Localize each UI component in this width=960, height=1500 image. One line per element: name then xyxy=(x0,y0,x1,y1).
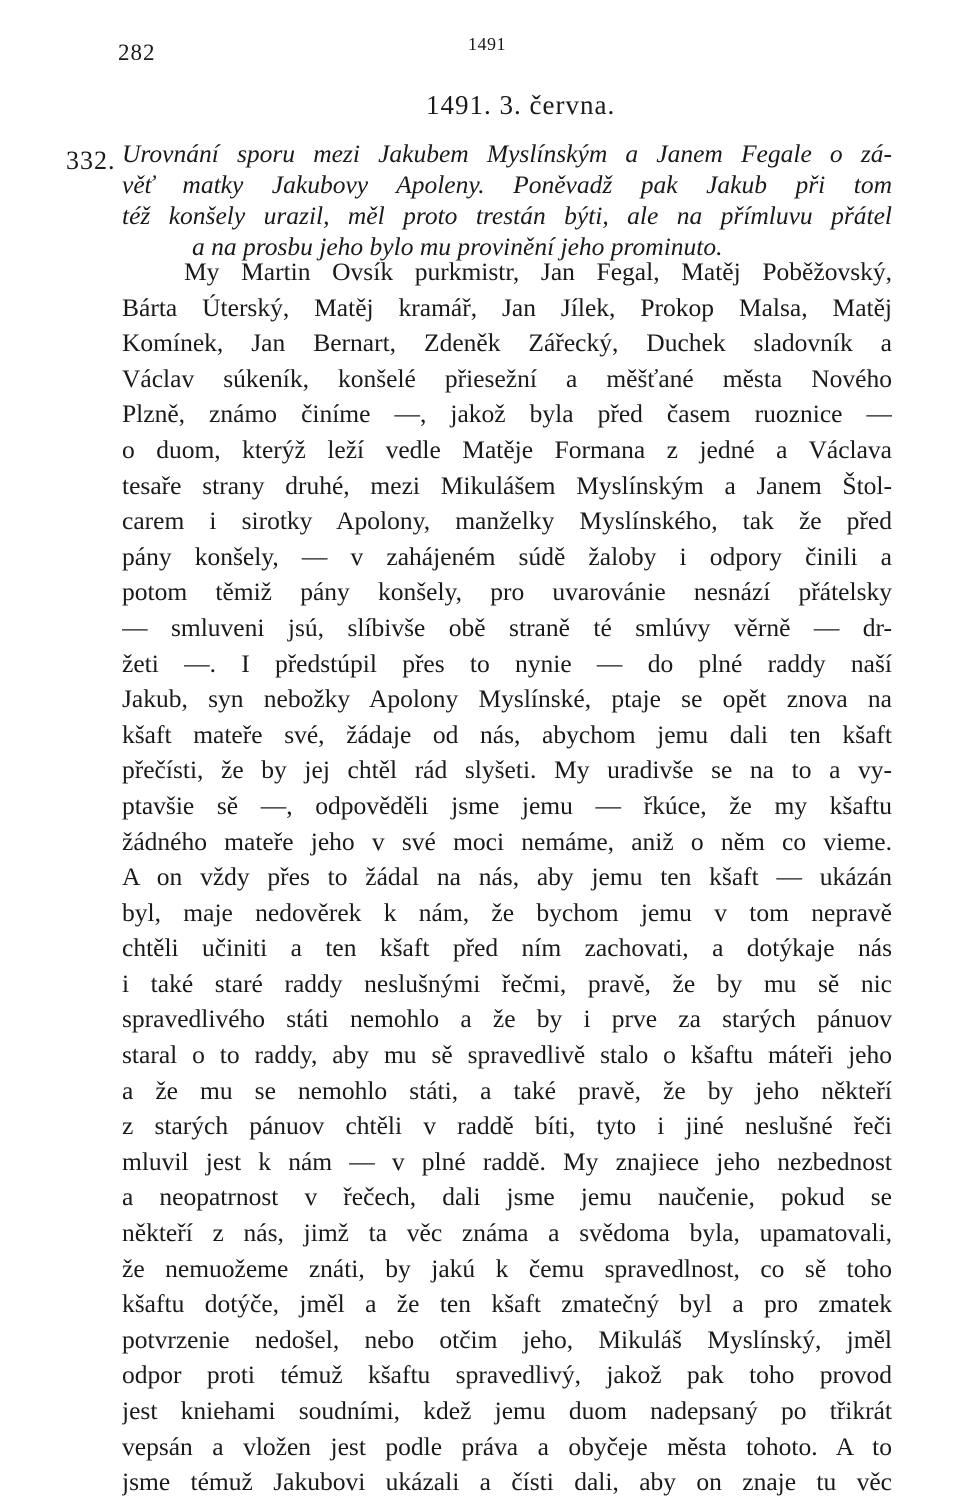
text-line: chtěli učiniti a ten kšaft před ním zachovati, a dotýkaje nás xyxy=(122,933,892,963)
text-line: staral o to raddy, aby mu sě spravedlivě stalo o kšaftu máteři jeho xyxy=(122,1040,892,1070)
text-line: Plzně, známo činíme —, jakož byla před časem ruoznice — xyxy=(122,399,892,429)
text-line: jsme témuž Jakubovi ukázali a čísti dali, aby on znaje tu věc xyxy=(122,1467,892,1497)
text-line: Jakub, syn nebožky Apolony Myslínské, ptaje se opět znova na xyxy=(122,684,892,714)
text-line: že nemuožeme znáti, by jakú k čemu spravedlnost, co sě toho xyxy=(122,1253,892,1283)
text-line: z starých pánuov chtěli v raddě bíti, tyto i jiné neslušné řeči xyxy=(122,1111,892,1141)
text-line: i také staré raddy neslušnými řečmi, pravě, že by mu sě nic xyxy=(122,968,892,998)
text-line: kšaft mateře své, žádaje od nás, abychom jemu dali ten kšaft xyxy=(122,719,892,749)
regest-line: též konšely urazil, měl proto trestán býti, ale na přímluvu přátel xyxy=(122,201,892,230)
text-line: a neopatrnost v řečech, dali jsme jemu naučenie, pokud se xyxy=(122,1182,892,1212)
text-line: A on vždy přes to žádal na nás, aby jemu ten kšaft — ukázán xyxy=(122,862,892,892)
text-line: a že mu se nemohlo státi, a také pravě, že by jeho někteří xyxy=(122,1075,892,1105)
regest-line: Urovnání sporu mezi Jakubem Myslínským a Janem Fegale o zá- xyxy=(122,139,892,168)
text-line: jest kniehami soudními, kdež jemu duom nadepsaný po třikrát xyxy=(122,1396,892,1425)
regest-line: a na prosbu jeho bylo mu provinění jeho prominuto. xyxy=(192,232,723,261)
page-number: 282 xyxy=(118,40,156,65)
text-line: pány konšely, — v zahájeném súdě žaloby i odpory činili a xyxy=(122,541,892,571)
text-line: carem i sirotky Apolony, manželky Myslínského, tak že před xyxy=(122,506,892,536)
text-line: — smluveni jsú, slíbivše obě straně té smlúvy věrně — dr- xyxy=(122,612,892,642)
text-line: Komínek, Jan Bernart, Zdeněk Zářecký, Duchek sladovník a xyxy=(122,328,892,358)
text-line: byl, maje nedověrek k nám, že bychom jemu v tom nepravě xyxy=(122,897,892,927)
text-line: tesaře strany druhé, mezi Mikulášem Myslínským a Janem Štol- xyxy=(122,470,892,500)
regest-line: věť matky Jakubovy Apoleny. Poněvadž pak Jakub při tom xyxy=(122,170,892,199)
text-line: přečísti, že by jej chtěl rád slyšeti. My uradivše se na to a vy- xyxy=(122,755,892,785)
text-line: potvrzenie nedošel, nebo otčim jeho, Mikuláš Myslínský, jměl xyxy=(122,1324,892,1354)
text-line: kšaftu dotýče, jměl a že ten kšaft zmatečný byl a pro zmatek xyxy=(122,1289,892,1319)
text-line: někteří z nás, jimž ta věc známa a svědoma byla, upamatovali, xyxy=(122,1218,892,1248)
text-line: o duom, kterýž leží vedle Matěje Formana z jedné a Václava xyxy=(122,434,892,464)
text-line: Bárta Úterský, Matěj kramář, Jan Jílek, Prokop Malsa, Matěj xyxy=(122,292,892,322)
text-line: odpor proti témuž kšaftu spravedlivý, jakož pak toho provod xyxy=(122,1360,892,1390)
entry-regest xyxy=(122,138,892,262)
text-line: mluvil jest k nám — v plné raddě. My znajiece jeho nezbednost xyxy=(122,1146,892,1176)
text-line: My Martin Ovsík purkmistr, Jan Fegal, Matěj Poběžovský, xyxy=(184,257,892,286)
entry-text xyxy=(122,254,892,1500)
entry-number: 332. xyxy=(66,146,116,175)
text-line: Václav súkeník, konšelé přiesežní a měšťané města Nového xyxy=(122,363,892,393)
running-head-year: 1491 xyxy=(468,34,506,54)
text-line: vepsán a vložen jest podle práva a obyčeje města tohoto. A to xyxy=(122,1431,892,1461)
date-heading: 1491. 3. června. xyxy=(426,90,616,120)
text-line: potom těmiž pány konšely, pro uvarovánie nesnází přátelsky xyxy=(122,577,892,607)
text-line: ptavšie sě —, odpověděli jsme jemu — řkúce, že my kšaftu xyxy=(122,790,892,820)
text-line: žádného mateře jeho v své moci nemáme, aniž o něm co vieme. xyxy=(122,826,892,856)
text-line: spravedlivého státi nemohlo a že by i prve za starých pánuov xyxy=(122,1004,892,1034)
text-line: žeti —. I předstúpil přes to nynie — do plné raddy naší xyxy=(122,648,892,678)
